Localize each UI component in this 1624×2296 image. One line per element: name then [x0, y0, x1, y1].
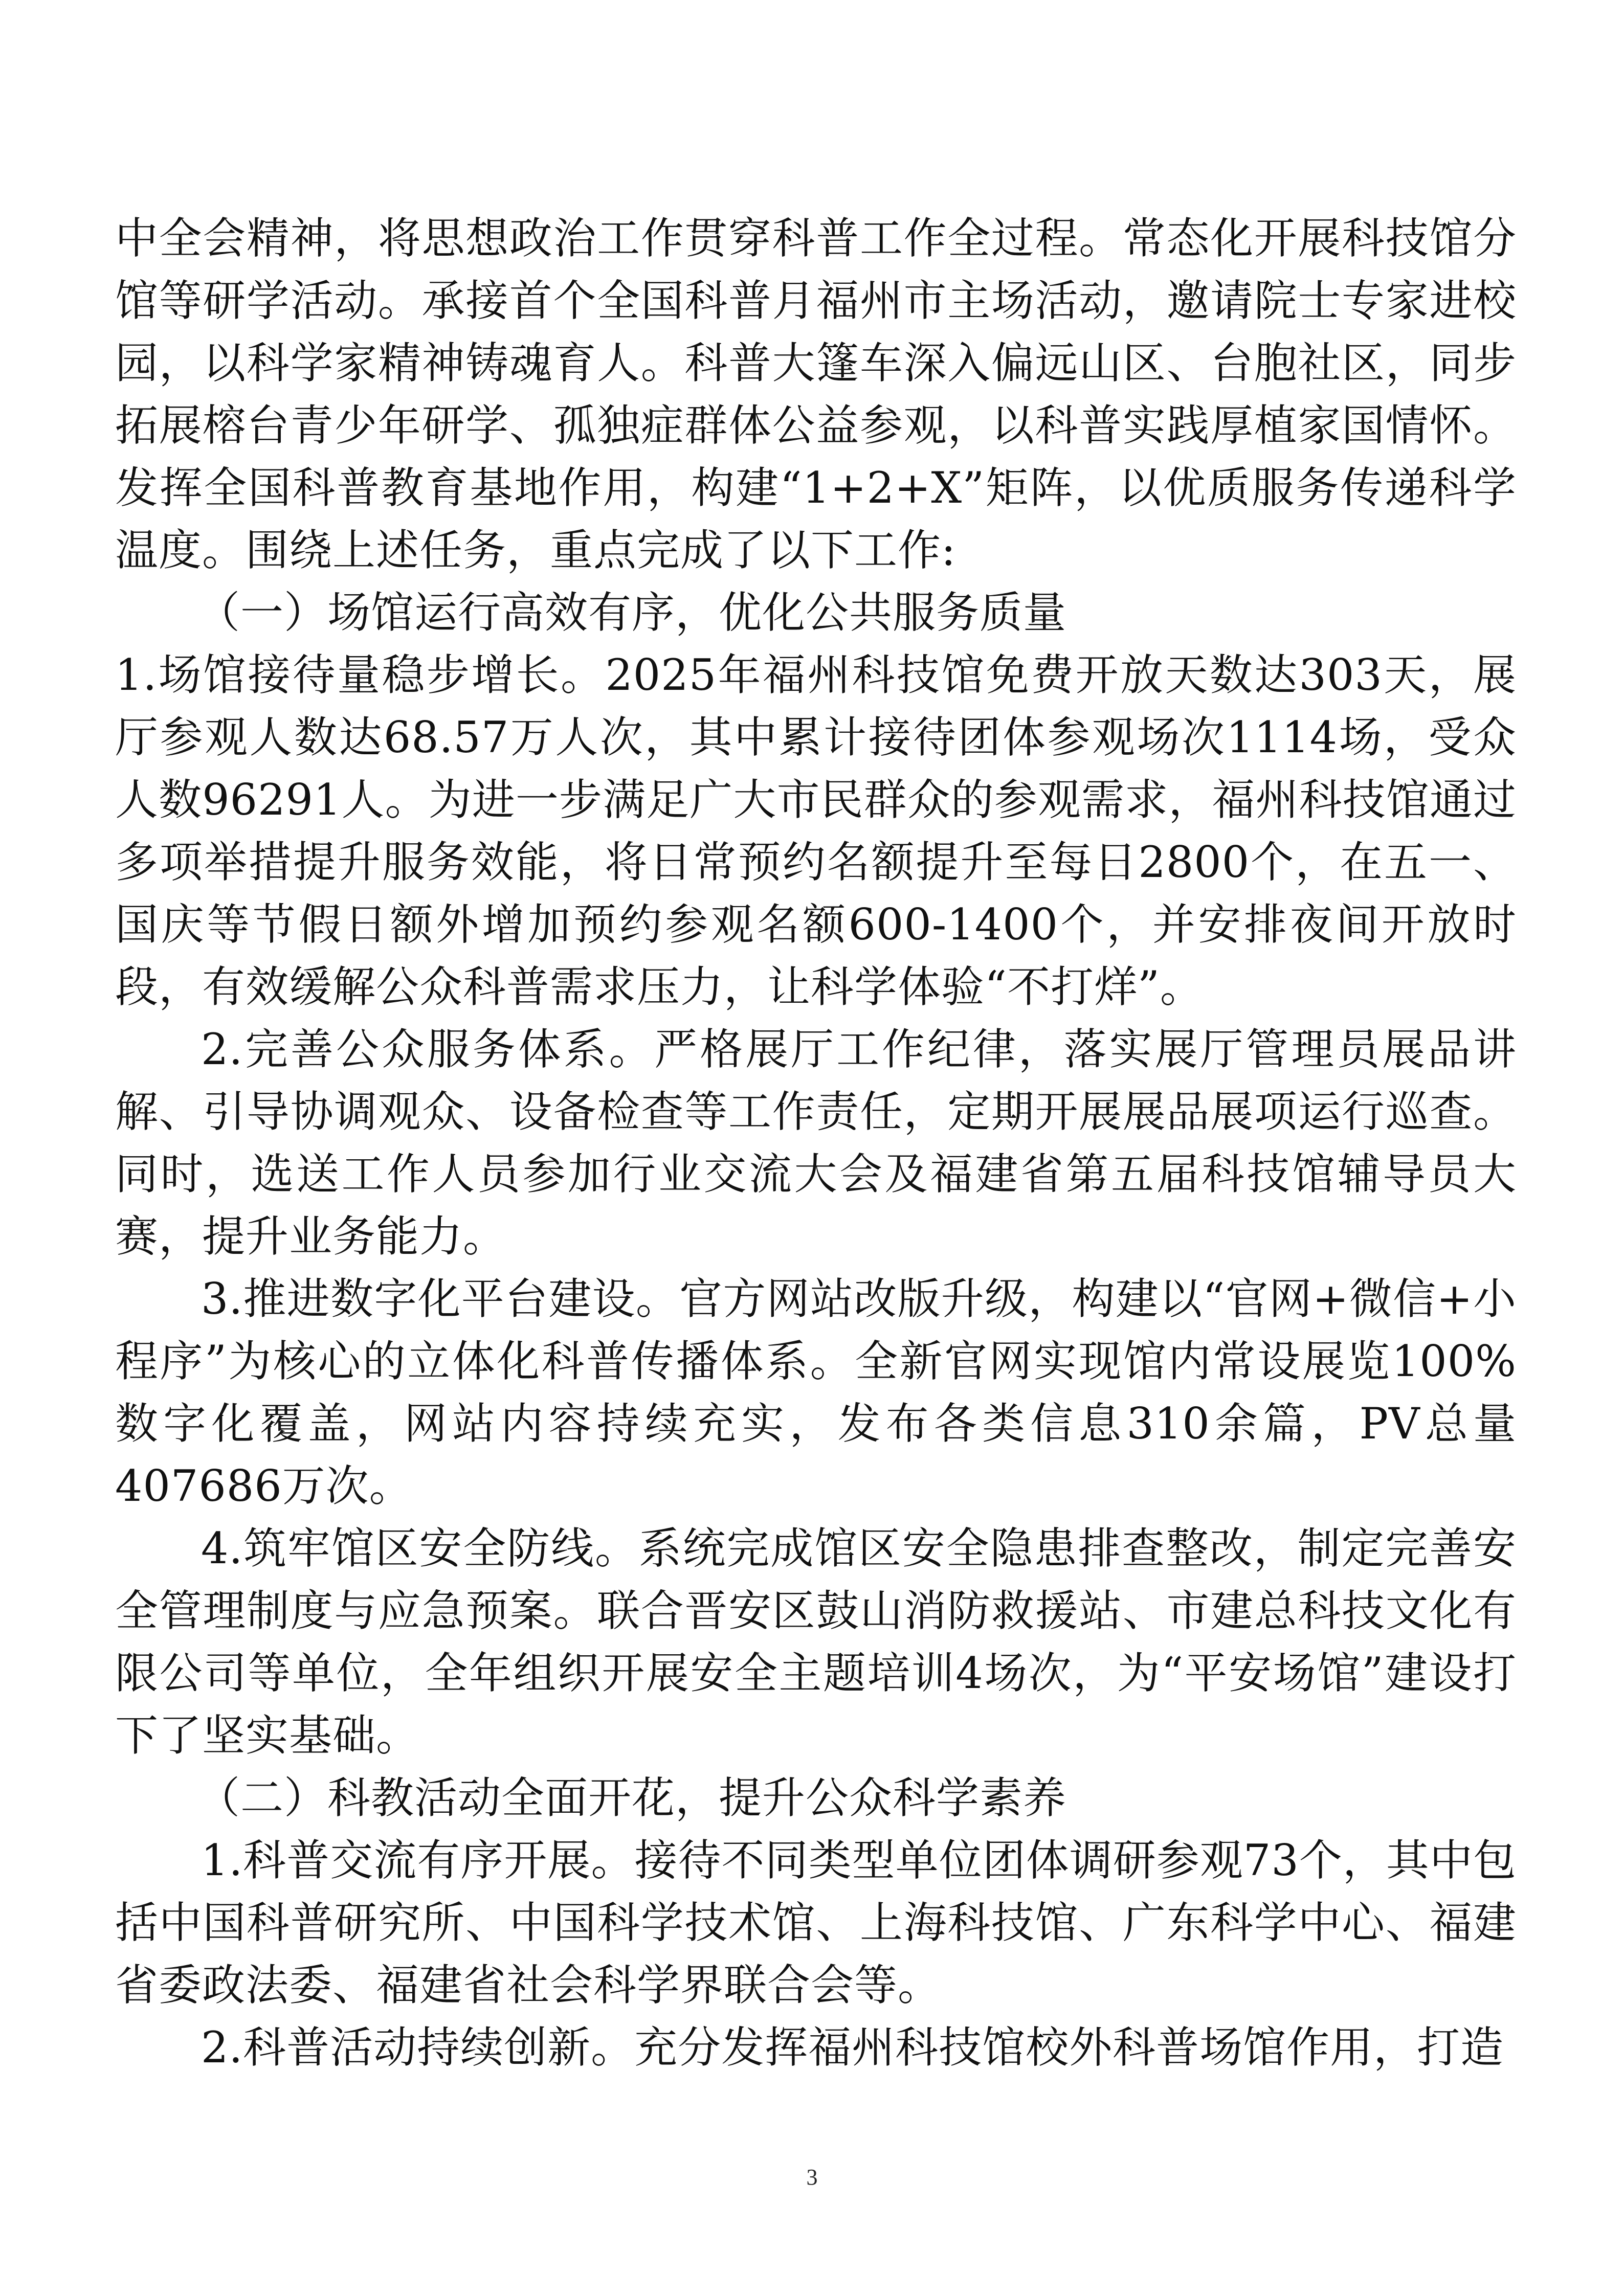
- paragraph-safety: 4.筑牢馆区安全防线。系统完成馆区安全隐患排查整改，制定完善安全管理制度与应急预案。联合晋安区鼓山消防救援站、市建总科技文化有限公司等单位，全年组织开展安全主题培训4场次，为“平安场馆”建设打下了坚实基础。: [115, 1523, 1517, 1761]
- page-number: 3: [806, 2165, 818, 2190]
- paragraph-continuation: 中全会精神，将思想政治工作贯穿科普工作全过程。常态化开展科技馆分馆等研学活动。承接首个全国科普月福州市主场活动，邀请院士专家进校园，以科学家精神铸魂育人。科普大篷车深入偏远山区、台胞社区，同步拓展榕台青少年研学、孤独症群体公益参观，以科普实践厚植家国情怀。发挥全国科普教育基地作用，构建“1+2+X”矩阵，以优质服务传递科学温度。围绕上述任务，重点完成了以下工作:: [115, 213, 1517, 575]
- paragraph-public-service: 2.完善公众服务体系。严格展厅工作纪律，落实展厅管理员展品讲解、引导协调观众、设备检查等工作责任，定期开展展品展项运行巡查。同时，选送工作人员参加行业交流大会及福建省第五届科技馆辅导员大赛，提升业务能力。: [115, 1024, 1517, 1262]
- paragraph-exchange: 1.科普交流有序开展。接待不同类型单位团体调研参观73个，其中包括中国科普研究所、中国科学技术馆、上海科技馆、广东科学中心、福建省委政法委、福建省社会科学界联合会等。: [115, 1835, 1517, 2010]
- section-heading-2: （二）科教活动全面开花，提升公众科学素养: [197, 1773, 1067, 1823]
- section-heading-1: （一）场馆运行高效有序，优化公共服务质量: [197, 588, 1067, 638]
- paragraph-visitors: 1.场馆接待量稳步增长。2025年福州科技馆免费开放天数达303天，展厅参观人数达68.57万人次，其中累计接待团体参观场次1114场，受众人数96291人。为进一步满足广大市民群众的参观需求，福州科技馆通过多项举措提升服务效能，将日常预约名额提升至每日2800个，在五一、国庆等节假日额外增加预约参观名额600-1400个，并安排夜间开放时段，有效缓解公众科普需求压力，让科学体验“不打烊”。: [115, 650, 1517, 1012]
- document-body: [115, 207, 1517, 2079]
- paragraph-digital-platform: 3.推进数字化平台建设。官方网站改版升级，构建以“官网+微信+小程序”为核心的立体化科普传播体系。全新官网实现馆内常设展览100%数字化覆盖，网站内容持续充实，发布各类信息310余篇，PV总量407686万次。: [115, 1274, 1517, 1511]
- paragraph-activities: 2.科普活动持续创新。充分发挥福州科技馆校外科普场馆作用，打造: [201, 2022, 1504, 2073]
